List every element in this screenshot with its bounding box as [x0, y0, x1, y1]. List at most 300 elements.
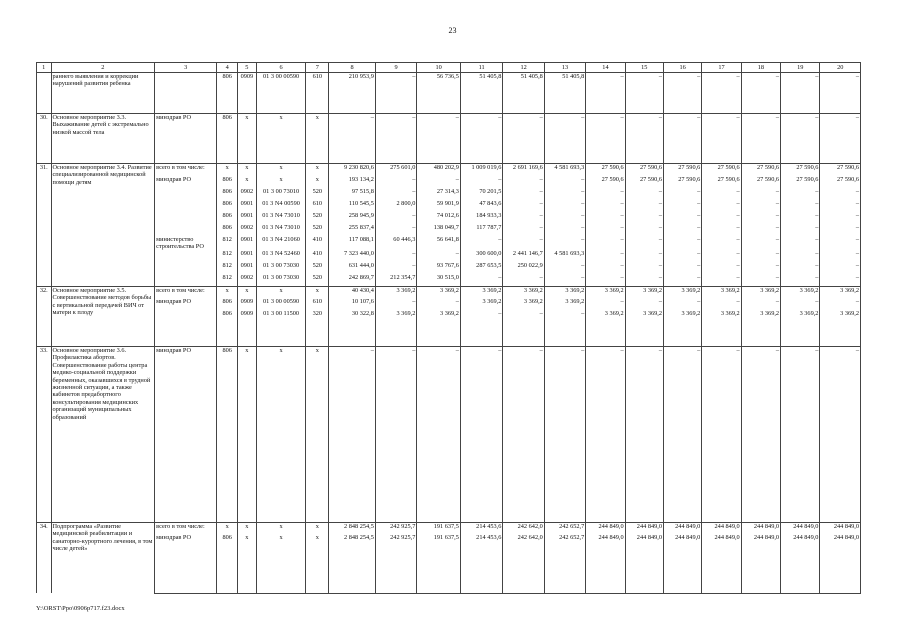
value-cell: –: [625, 298, 663, 310]
value-cell: 3 369,2: [702, 310, 741, 346]
value-cell: х: [256, 164, 306, 176]
value-cell: 0909: [238, 310, 257, 346]
value-cell: –: [781, 212, 820, 224]
value-cell: 2 848 254,5: [329, 534, 376, 593]
value-cell: –: [741, 114, 780, 164]
value-cell: –: [625, 114, 663, 164]
executor-cell: [155, 224, 217, 236]
value-cell: 214 453,6: [460, 522, 502, 534]
table-row: [37, 236, 861, 251]
value-cell: 30 322,8: [329, 310, 376, 346]
value-cell: 01 3 00 11500: [256, 310, 306, 346]
value-cell: 191 637,5: [417, 522, 461, 534]
value-cell: –: [586, 262, 625, 274]
column-number: 10: [417, 63, 461, 73]
page-number: 23: [448, 26, 457, 35]
measure-name: раннего выявления и коррекции нарушений развития ребенка: [51, 73, 155, 114]
value-cell: –: [417, 250, 461, 262]
column-number: 19: [781, 63, 820, 73]
value-cell: 250 022,9: [503, 262, 544, 274]
value-cell: 806: [217, 212, 238, 224]
measure-name: Основное мероприятие 3.3. Выхаживание детей с экстремально низкой массой тела: [51, 114, 155, 164]
value-cell: 3 369,2: [781, 286, 820, 298]
table-row: [37, 224, 861, 236]
value-cell: 56 641,8: [417, 236, 461, 251]
value-cell: –: [741, 262, 780, 274]
value-cell: –: [781, 346, 820, 522]
value-cell: 70 201,5: [460, 188, 502, 200]
value-cell: х: [217, 164, 238, 176]
value-cell: 806: [217, 188, 238, 200]
value-cell: 27 590,6: [625, 164, 663, 176]
value-cell: 520: [306, 188, 329, 200]
value-cell: –: [586, 224, 625, 236]
value-cell: –: [663, 200, 701, 212]
value-cell: –: [781, 200, 820, 212]
value-cell: 01 3 N4 21060: [256, 236, 306, 251]
value-cell: –: [460, 114, 502, 164]
value-cell: 610: [306, 73, 329, 114]
table-row: [37, 200, 861, 212]
value-cell: –: [586, 298, 625, 310]
value-cell: 117 787,7: [460, 224, 502, 236]
executor-cell: [155, 73, 217, 114]
value-cell: 631 444,0: [329, 262, 376, 274]
value-cell: –: [375, 212, 416, 224]
value-cell: 60 446,3: [375, 236, 416, 251]
value-cell: 806: [217, 176, 238, 188]
value-cell: –: [741, 236, 780, 251]
value-cell: 244 849,0: [586, 534, 625, 593]
row-number: 34.: [37, 522, 52, 593]
value-cell: –: [625, 188, 663, 200]
table-row: [37, 274, 861, 286]
value-cell: 0902: [238, 188, 257, 200]
value-cell: –: [586, 346, 625, 522]
value-cell: 210 953,9: [329, 73, 376, 114]
executor-cell: [155, 188, 217, 200]
value-cell: 214 453,6: [460, 534, 502, 593]
value-cell: 27 590,6: [586, 176, 625, 188]
value-cell: –: [741, 224, 780, 236]
measure-name: Основное мероприятие 3.4. Развитие специализированной медицинской помощи детям: [51, 164, 155, 287]
value-cell: х: [238, 114, 257, 164]
value-cell: 27 590,6: [781, 176, 820, 188]
column-number: 6: [256, 63, 306, 73]
value-cell: –: [781, 224, 820, 236]
table-row: [37, 286, 861, 298]
value-cell: 0901: [238, 250, 257, 262]
value-cell: –: [702, 114, 741, 164]
value-cell: –: [663, 250, 701, 262]
value-cell: 244 849,0: [820, 522, 861, 534]
value-cell: –: [702, 224, 741, 236]
value-cell: –: [586, 114, 625, 164]
table-row: [37, 250, 861, 262]
value-cell: –: [663, 188, 701, 200]
table-row: [37, 188, 861, 200]
value-cell: –: [460, 274, 502, 286]
value-cell: –: [460, 346, 502, 522]
value-cell: –: [741, 298, 780, 310]
value-cell: 27 314,3: [417, 188, 461, 200]
table-row: [37, 164, 861, 176]
value-cell: –: [741, 250, 780, 262]
executor-cell: [155, 200, 217, 212]
value-cell: 806: [217, 346, 238, 522]
value-cell: 01 3 N4 52460: [256, 250, 306, 262]
value-cell: 410: [306, 236, 329, 251]
value-cell: –: [781, 188, 820, 200]
value-cell: 2 441 146,7: [503, 250, 544, 262]
value-cell: –: [586, 250, 625, 262]
value-cell: х: [306, 114, 329, 164]
value-cell: –: [417, 176, 461, 188]
value-cell: 40 430,4: [329, 286, 376, 298]
value-cell: –: [663, 262, 701, 274]
value-cell: –: [781, 114, 820, 164]
value-cell: х: [238, 164, 257, 176]
value-cell: 01 3 00 73010: [256, 188, 306, 200]
value-cell: –: [663, 224, 701, 236]
value-cell: –: [625, 224, 663, 236]
value-cell: 244 849,0: [663, 522, 701, 534]
value-cell: 110 545,5: [329, 200, 376, 212]
value-cell: 56 736,5: [417, 73, 461, 114]
value-cell: –: [375, 176, 416, 188]
value-cell: 193 134,2: [329, 176, 376, 188]
value-cell: –: [544, 188, 585, 200]
value-cell: 806: [217, 200, 238, 212]
table-row: [37, 262, 861, 274]
value-cell: 244 849,0: [702, 522, 741, 534]
value-cell: 51 405,8: [460, 73, 502, 114]
value-cell: 2 691 169,6: [503, 164, 544, 176]
value-cell: 184 933,3: [460, 212, 502, 224]
row-number: 32.: [37, 286, 52, 346]
executor-cell: министерство строительства РО: [155, 236, 217, 251]
value-cell: х: [238, 522, 257, 534]
value-cell: 01 3 00 73030: [256, 274, 306, 286]
column-number: 20: [820, 63, 861, 73]
value-cell: –: [702, 73, 741, 114]
column-number: 2: [51, 63, 155, 73]
column-number: 9: [375, 63, 416, 73]
value-cell: 4 581 693,3: [544, 164, 585, 176]
executor-cell: минздрав РО: [155, 298, 217, 310]
column-number: 3: [155, 63, 217, 73]
value-cell: 51 405,8: [544, 73, 585, 114]
value-cell: 812: [217, 236, 238, 251]
value-cell: –: [503, 274, 544, 286]
value-cell: 01 3 N4 73010: [256, 212, 306, 224]
value-cell: –: [586, 200, 625, 212]
value-cell: 2 800,0: [375, 200, 416, 212]
value-cell: х: [306, 176, 329, 188]
value-cell: 3 369,2: [460, 298, 502, 310]
value-cell: –: [375, 224, 416, 236]
column-number: 8: [329, 63, 376, 73]
row-number: 31.: [37, 164, 52, 287]
value-cell: 74 012,6: [417, 212, 461, 224]
value-cell: –: [375, 188, 416, 200]
value-cell: –: [586, 212, 625, 224]
value-cell: 27 590,6: [702, 164, 741, 176]
measure-name: Основное мероприятие 3.5. Совершенствование методов борьбы с вертикальной передачей ВИЧ от матери к плоду: [51, 286, 155, 346]
value-cell: 3 369,2: [820, 310, 861, 346]
value-cell: 7 323 440,0: [329, 250, 376, 262]
value-cell: –: [781, 236, 820, 251]
value-cell: –: [586, 274, 625, 286]
value-cell: х: [256, 522, 306, 534]
value-cell: 191 637,5: [417, 534, 461, 593]
value-cell: 3 369,2: [544, 298, 585, 310]
value-cell: –: [820, 212, 861, 224]
value-cell: 27 590,6: [820, 164, 861, 176]
value-cell: х: [306, 522, 329, 534]
value-cell: 47 843,6: [460, 200, 502, 212]
value-cell: 2 848 254,5: [329, 522, 376, 534]
value-cell: –: [781, 262, 820, 274]
value-cell: 242 652,7: [544, 522, 585, 534]
value-cell: х: [217, 286, 238, 298]
value-cell: 244 849,0: [625, 522, 663, 534]
value-cell: –: [820, 73, 861, 114]
value-cell: 51 405,8: [503, 73, 544, 114]
value-cell: –: [586, 73, 625, 114]
value-cell: –: [544, 176, 585, 188]
row-number: [37, 73, 52, 114]
value-cell: 01 3 00 73030: [256, 262, 306, 274]
value-cell: 244 849,0: [702, 534, 741, 593]
value-cell: –: [781, 298, 820, 310]
value-cell: –: [702, 200, 741, 212]
value-cell: –: [375, 250, 416, 262]
value-cell: 244 849,0: [741, 534, 780, 593]
value-cell: –: [820, 200, 861, 212]
value-cell: –: [741, 200, 780, 212]
value-cell: 0901: [238, 236, 257, 251]
value-cell: 3 369,2: [625, 310, 663, 346]
value-cell: –: [625, 236, 663, 251]
value-cell: –: [503, 188, 544, 200]
value-cell: –: [625, 73, 663, 114]
value-cell: –: [663, 298, 701, 310]
executor-cell: минздрав РО: [155, 114, 217, 164]
value-cell: 0909: [238, 298, 257, 310]
column-number: 18: [741, 63, 780, 73]
value-cell: 0901: [238, 262, 257, 274]
value-cell: 3 369,2: [663, 310, 701, 346]
value-cell: –: [544, 262, 585, 274]
value-cell: –: [544, 274, 585, 286]
value-cell: 3 369,2: [820, 286, 861, 298]
value-cell: 01 3 00 00590: [256, 73, 306, 114]
value-cell: х: [238, 346, 257, 522]
value-cell: –: [625, 200, 663, 212]
value-cell: –: [702, 236, 741, 251]
value-cell: 520: [306, 224, 329, 236]
value-cell: –: [544, 200, 585, 212]
value-cell: –: [460, 236, 502, 251]
value-cell: 244 849,0: [781, 534, 820, 593]
value-cell: 242 642,0: [503, 534, 544, 593]
value-cell: –: [663, 73, 701, 114]
value-cell: –: [625, 250, 663, 262]
value-cell: 520: [306, 274, 329, 286]
value-cell: 3 369,2: [460, 286, 502, 298]
value-cell: х: [306, 286, 329, 298]
value-cell: –: [741, 188, 780, 200]
value-cell: 0902: [238, 274, 257, 286]
value-cell: 3 369,2: [586, 286, 625, 298]
executor-cell: минздрав РО: [155, 176, 217, 188]
value-cell: 610: [306, 200, 329, 212]
executor-cell: всего в том числе:: [155, 164, 217, 176]
value-cell: –: [663, 212, 701, 224]
value-cell: 242 642,0: [503, 522, 544, 534]
table-row: [37, 310, 861, 346]
column-number: 15: [625, 63, 663, 73]
value-cell: –: [702, 188, 741, 200]
value-cell: х: [256, 346, 306, 522]
value-cell: 806: [217, 114, 238, 164]
value-cell: –: [702, 298, 741, 310]
file-path-footer: Y:\ORST\Ppo\0906p717.f23.docx: [36, 605, 125, 612]
executor-cell: [155, 274, 217, 286]
value-cell: –: [820, 274, 861, 286]
value-cell: –: [586, 236, 625, 251]
value-cell: –: [375, 346, 416, 522]
value-cell: –: [460, 310, 502, 346]
column-number: 17: [702, 63, 741, 73]
value-cell: –: [781, 250, 820, 262]
value-cell: х: [306, 346, 329, 522]
value-cell: х: [306, 164, 329, 176]
value-cell: 244 849,0: [586, 522, 625, 534]
value-cell: –: [586, 188, 625, 200]
value-cell: х: [256, 286, 306, 298]
value-cell: х: [306, 534, 329, 593]
value-cell: –: [503, 200, 544, 212]
value-cell: 27 590,6: [663, 176, 701, 188]
value-cell: 4 581 693,3: [544, 250, 585, 262]
value-cell: –: [663, 114, 701, 164]
value-cell: 0909: [238, 73, 257, 114]
value-cell: 520: [306, 262, 329, 274]
value-cell: х: [256, 534, 306, 593]
value-cell: 287 653,5: [460, 262, 502, 274]
table-row: [37, 176, 861, 188]
executor-cell: всего в том числе:: [155, 522, 217, 534]
value-cell: –: [544, 224, 585, 236]
value-cell: 244 849,0: [820, 534, 861, 593]
value-cell: 812: [217, 250, 238, 262]
value-cell: –: [820, 262, 861, 274]
value-cell: 0901: [238, 212, 257, 224]
value-cell: 27 590,6: [663, 164, 701, 176]
value-cell: –: [702, 250, 741, 262]
value-cell: 01 3 N4 00590: [256, 200, 306, 212]
executor-cell: минздрав РО: [155, 346, 217, 522]
value-cell: 3 369,2: [625, 286, 663, 298]
value-cell: –: [663, 236, 701, 251]
executor-cell: всего в том числе:: [155, 286, 217, 298]
value-cell: 320: [306, 310, 329, 346]
executor-cell: минздрав РО: [155, 534, 217, 593]
value-cell: 812: [217, 262, 238, 274]
value-cell: 242 925,7: [375, 534, 416, 593]
table-row: [37, 522, 861, 534]
value-cell: –: [625, 274, 663, 286]
value-cell: 0901: [238, 200, 257, 212]
value-cell: –: [625, 262, 663, 274]
value-cell: 275 601,0: [375, 164, 416, 176]
value-cell: –: [503, 236, 544, 251]
row-number: 33.: [37, 346, 52, 522]
row-number: 30.: [37, 114, 52, 164]
value-cell: 242 652,7: [544, 534, 585, 593]
value-cell: 3 369,2: [417, 310, 461, 346]
value-cell: –: [503, 176, 544, 188]
budget-table: [36, 62, 861, 594]
value-cell: 610: [306, 298, 329, 310]
value-cell: –: [503, 212, 544, 224]
value-cell: –: [417, 346, 461, 522]
executor-cell: [155, 262, 217, 274]
executor-cell: [155, 250, 217, 262]
value-cell: –: [702, 262, 741, 274]
value-cell: 242 925,7: [375, 522, 416, 534]
value-cell: –: [702, 212, 741, 224]
value-cell: –: [741, 274, 780, 286]
value-cell: –: [503, 346, 544, 522]
value-cell: 3 369,2: [417, 286, 461, 298]
value-cell: –: [375, 298, 416, 310]
value-cell: –: [663, 274, 701, 286]
value-cell: 27 590,6: [741, 164, 780, 176]
value-cell: х: [256, 176, 306, 188]
value-cell: –: [544, 114, 585, 164]
value-cell: 27 590,6: [820, 176, 861, 188]
value-cell: 3 369,2: [503, 286, 544, 298]
value-cell: 27 590,6: [781, 164, 820, 176]
value-cell: 01 3 N4 73010: [256, 224, 306, 236]
measure-name: Основное мероприятие 3.6. Профилактика абортов. Совершенствование работы центра медико-социальной поддержки беременных, оказавшихся в трудной жизненной ситуации, а также кабинетов предабортного консультирования медицинских организаций муниципальных образований: [51, 346, 155, 522]
value-cell: 242 869,7: [329, 274, 376, 286]
value-cell: –: [544, 310, 585, 346]
value-cell: 806: [217, 298, 238, 310]
table-row: [37, 534, 861, 593]
value-cell: –: [375, 262, 416, 274]
value-cell: –: [820, 114, 861, 164]
value-cell: –: [503, 114, 544, 164]
value-cell: 480 202,9: [417, 164, 461, 176]
value-cell: 806: [217, 534, 238, 593]
table-row: [37, 298, 861, 310]
value-cell: –: [544, 212, 585, 224]
value-cell: –: [625, 346, 663, 522]
value-cell: х: [217, 522, 238, 534]
value-cell: 117 088,1: [329, 236, 376, 251]
value-cell: х: [238, 176, 257, 188]
value-cell: –: [702, 346, 741, 522]
value-cell: –: [375, 73, 416, 114]
value-cell: 3 369,2: [781, 310, 820, 346]
value-cell: –: [544, 236, 585, 251]
value-cell: 27 590,6: [586, 164, 625, 176]
column-number: 16: [663, 63, 701, 73]
